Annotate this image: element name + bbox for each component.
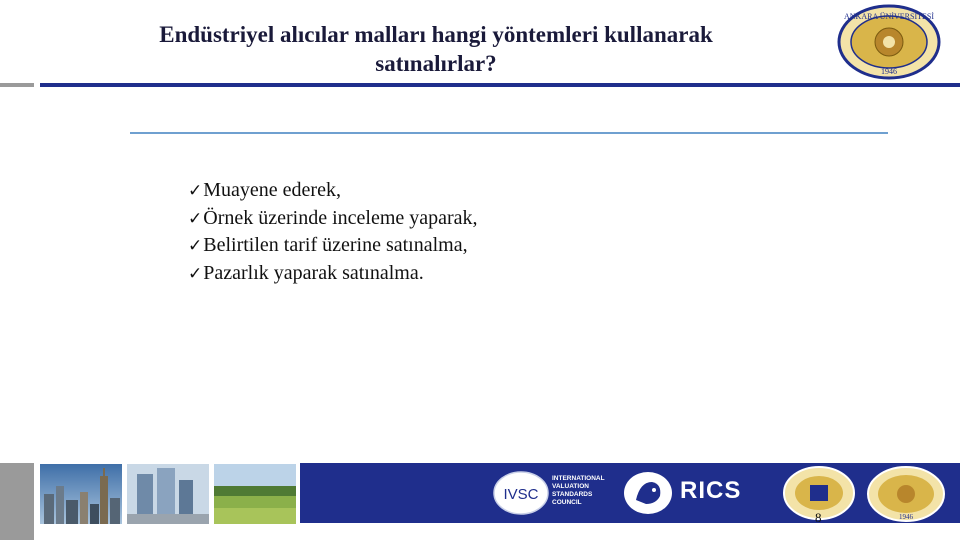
- rics-lion-logo: [622, 470, 674, 521]
- bullet-text: Örnek üzerinde inceleme yaparak,: [203, 206, 478, 229]
- green-field-photo: [214, 464, 296, 524]
- seal-year-text: 1946: [881, 67, 897, 76]
- ivsc-logo: [492, 470, 550, 521]
- checkmark-icon: ✓: [188, 236, 203, 256]
- bullet-list: [188, 177, 478, 287]
- checkmark-icon: ✓: [188, 208, 203, 229]
- ivsc-line: COUNCIL: [552, 499, 582, 506]
- seal-top-text: ANKARA ÜNİVERSİTESİ: [844, 12, 934, 21]
- bullet-text: Muayene ederek,: [203, 179, 341, 201]
- header-divider-grey: [0, 83, 34, 87]
- university-seal-small-right: [866, 465, 946, 528]
- ankara-university-seal-logo: [835, 4, 943, 80]
- bullet-text: Belirtilen tarif üzerine satınalma,: [203, 234, 468, 256]
- content-divider-line: [130, 132, 888, 134]
- checkmark-icon: ✓: [188, 181, 203, 201]
- seal-right-year: 1946: [899, 513, 913, 521]
- header-divider-navy: [40, 83, 960, 87]
- bullet-text: Pazarlık yaparak satınalma.: [203, 261, 424, 284]
- page-number: 8: [815, 510, 822, 525]
- checkmark-icon: ✓: [188, 263, 203, 284]
- ivsc-line: VALUATION: [552, 483, 589, 490]
- footer-grey-block: [0, 463, 34, 540]
- ivsc-logo-text: IVSC: [503, 486, 539, 503]
- footer-logo-bar: [300, 463, 960, 523]
- rics-logo-text: RICS: [680, 477, 742, 504]
- list-item: [188, 177, 478, 205]
- slide-title: Endüstriyel alıcılar malları hangi yöntemleri kullanarak satınalırlar?: [159, 22, 713, 76]
- ivsc-line: INTERNATIONAL: [552, 475, 605, 482]
- ivsc-council-text: [552, 475, 605, 507]
- glass-towers-photo: [127, 464, 209, 524]
- city-skyline-photo: [40, 464, 122, 524]
- ivsc-line: STANDARDS: [552, 491, 593, 498]
- list-item: [188, 260, 478, 288]
- list-item: [188, 205, 478, 233]
- list-item: [188, 232, 478, 260]
